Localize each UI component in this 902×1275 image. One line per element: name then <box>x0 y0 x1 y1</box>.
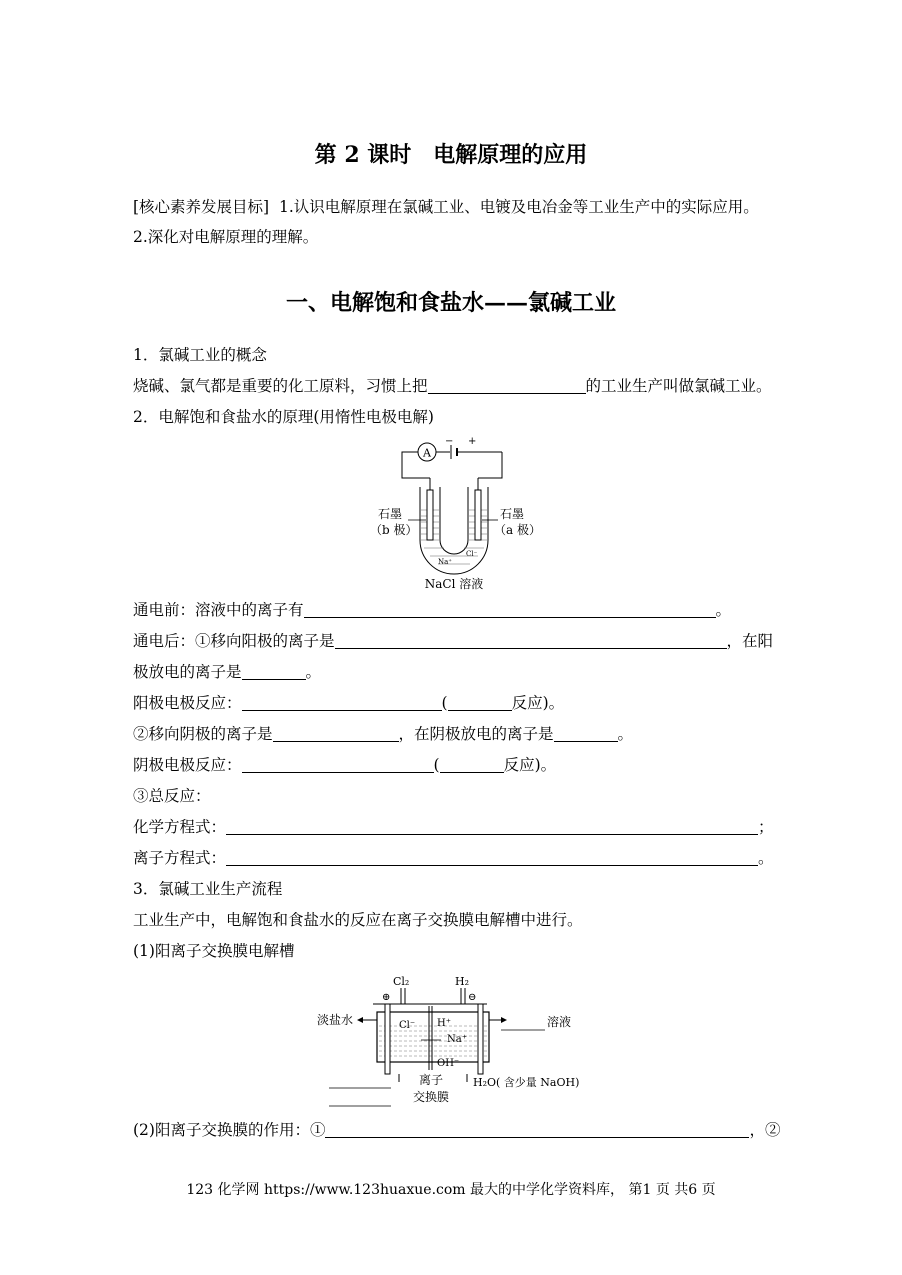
membrane-cell-diagram <box>315 970 595 1110</box>
u-tube-electrolysis-diagram <box>360 432 550 592</box>
h2-label: H₂ <box>455 975 470 988</box>
fill-blank[interactable] <box>325 1121 749 1138</box>
paren-open: ( <box>433 756 440 774</box>
period: 。 <box>305 663 322 681</box>
objective-item-2: 2.深化对电解原理的理解。 <box>133 228 319 246</box>
period: 。 <box>715 601 732 619</box>
ion-na-label: Na⁺ <box>447 1034 467 1045</box>
cathode-discharge-text: ，在阴极放电的离子是 <box>398 725 554 743</box>
ion-cl-label: Cl⁻ <box>466 550 478 558</box>
subsection-3-sub1: (1)阳离子交换膜电解槽 <box>133 942 295 960</box>
electrode-b <box>427 490 433 540</box>
product-out-label: 溶液 <box>547 1015 572 1029</box>
paren-open: ( <box>441 694 448 712</box>
fill-blank[interactable] <box>226 818 758 835</box>
cathode-terminal-icon: ⊖ <box>468 992 477 1003</box>
fill-blank[interactable] <box>428 377 586 394</box>
membrane-function-text: (2)阳离子交换膜的作用：① <box>133 1121 326 1139</box>
ammeter-label: A <box>423 446 431 460</box>
anode-discharge-text: 极放电的离子是 <box>133 663 242 681</box>
subsection-2-title: 2．电解饱和食盐水的原理(用惰性电极电解) <box>133 408 434 426</box>
ion-h-label: H⁺ <box>437 1018 451 1029</box>
fill-blank[interactable] <box>273 725 399 742</box>
anode-discharge-line <box>133 662 321 682</box>
total-reaction-title: ③总反应： <box>133 787 211 805</box>
fill-blank[interactable] <box>226 849 758 866</box>
section-heading: 一、电解饱和食盐水——氯碱工业 <box>285 290 616 316</box>
ion-cl-label: Cl⁻ <box>399 1020 416 1031</box>
membrane-label-1: 离子 <box>418 1073 444 1087</box>
chemical-equation-line <box>133 817 774 837</box>
anode-reaction-line <box>133 693 564 713</box>
reaction-type-suffix: 反应)。 <box>503 756 557 774</box>
u-tube-inner <box>440 487 468 554</box>
page-footer: 123 化学网 https://www.123huaxue.com 最大的中学化学资料库， 第1 页 共6 页 <box>186 1182 716 1198</box>
electrode-a <box>475 490 481 540</box>
semicolon: ； <box>758 818 774 836</box>
fill-blank[interactable] <box>242 694 442 711</box>
objectives-line-2 <box>133 227 318 247</box>
right-electrode-pole: （a 极） <box>494 523 541 537</box>
ion-na-label: Na⁺ <box>438 558 452 566</box>
before-current-line <box>133 600 731 620</box>
brine-out-label: 淡盐水 <box>317 1013 354 1027</box>
fill-blank[interactable] <box>448 694 512 711</box>
anode-reaction-text: 阳极电极反应： <box>133 694 242 712</box>
brine-outlet-arrow-icon <box>357 1017 363 1023</box>
fill-blank[interactable] <box>335 632 727 649</box>
ion-oh-label: OH⁻ <box>437 1058 460 1069</box>
s1-text-part-a: 烧碱、氯气都是重要的化工原料，习惯上把 <box>133 377 428 395</box>
membrane-function-line <box>133 1120 780 1140</box>
ionic-equation-label: 离子方程式： <box>133 849 227 867</box>
right-electrode-label: 石墨 <box>500 507 525 521</box>
battery-minus: − <box>445 436 454 447</box>
subsection-3-text: 工业生产中，电解饱和食盐水的反应在离子交换膜电解槽中进行。 <box>133 911 583 929</box>
anode-electrode <box>385 1004 390 1074</box>
subsection-1-text <box>133 376 772 396</box>
ionic-equation-line <box>133 848 774 868</box>
cl2-label: Cl₂ <box>393 975 410 988</box>
cathode-reaction-line <box>133 755 556 775</box>
membrane-function-text-b: ，② <box>749 1121 781 1139</box>
product-outlet-arrow-icon <box>501 1017 507 1023</box>
page-title: 第 2 课时 电解原理的应用 <box>314 142 588 168</box>
fill-blank[interactable] <box>304 601 716 618</box>
subsection-3-title: 3．氯碱工业生产流程 <box>133 880 283 898</box>
period: 。 <box>617 725 634 743</box>
fill-blank[interactable] <box>440 756 504 773</box>
cathode-reaction-text: 阴极电极反应： <box>133 756 242 774</box>
reaction-type-suffix: 反应)。 <box>511 694 565 712</box>
objectives-tag: [核心素养发展目标] <box>133 198 270 216</box>
wire-right <box>478 452 502 478</box>
left-electrode-label: 石墨 <box>378 507 403 521</box>
cell-tank <box>377 1012 489 1062</box>
chemical-equation-label: 化学方程式： <box>133 818 227 836</box>
membrane-label-2: 交换膜 <box>412 1090 450 1104</box>
period: 。 <box>758 849 774 867</box>
left-electrode-pole: （b 极） <box>370 523 418 537</box>
cathode-electrode <box>478 1004 483 1074</box>
fill-blank[interactable] <box>242 663 306 680</box>
after-current-text: 通电后：①移向阳极的离子是 <box>133 632 335 650</box>
anode-terminal-icon: ⊕ <box>382 992 391 1003</box>
after-current-line <box>133 631 773 651</box>
figure-caption: NaCl 溶液 <box>424 577 484 591</box>
after-current-text-b: ，在阳 <box>726 632 774 650</box>
before-current-text: 通电前：溶液中的离子有 <box>133 601 304 619</box>
s1-text-part-b: 的工业生产叫做氯碱工业。 <box>585 377 772 395</box>
subsection-1-title: 1．氯碱工业的概念 <box>133 346 267 364</box>
objectives-line-1 <box>133 197 759 217</box>
cathode-ions-line <box>133 724 633 744</box>
objective-item-1: 1.认识电解原理在氯碱工业、电镀及电冶金等工业生产中的实际应用。 <box>278 198 759 216</box>
cathode-ions-text: ②移向阴极的离子是 <box>133 725 273 743</box>
battery-plus: + <box>468 436 477 447</box>
fill-blank[interactable] <box>554 725 618 742</box>
fill-blank[interactable] <box>242 756 434 773</box>
water-in-label: H₂O( 含少量 NaOH) <box>473 1076 580 1089</box>
